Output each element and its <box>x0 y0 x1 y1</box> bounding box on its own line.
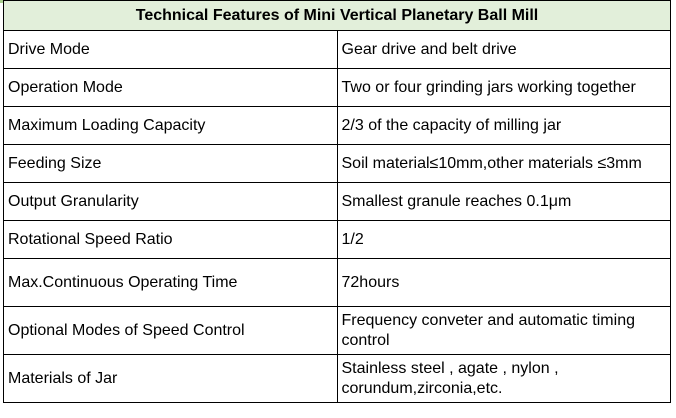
row-label-max-continuous-operating-time: Max.Continuous Operating Time <box>4 259 338 307</box>
table-row <box>4 107 671 145</box>
row-value-output-granularity: Smallest granule reaches 0.1μm <box>337 183 671 221</box>
table-title-row <box>4 1 671 31</box>
row-label-rotational-speed-ratio: Rotational Speed Ratio <box>4 221 338 259</box>
table-title: Technical Features of Mini Vertical Planetary Ball Mill <box>4 1 671 31</box>
technical-features-table <box>3 0 671 403</box>
table-row <box>4 69 671 107</box>
row-value-rotational-speed-ratio: 1/2 <box>337 221 671 259</box>
row-label-drive-mode: Drive Mode <box>4 31 338 69</box>
table-row <box>4 31 671 69</box>
row-value-drive-mode: Gear drive and belt drive <box>337 31 671 69</box>
row-value-operation-mode: Two or four grinding jars working together <box>337 69 671 107</box>
row-label-operation-mode: Operation Mode <box>4 69 338 107</box>
table-row <box>4 145 671 183</box>
row-label-feeding-size: Feeding Size <box>4 145 338 183</box>
row-value-feeding-size: Soil material≤10mm,other materials ≤3mm <box>337 145 671 183</box>
row-value-max-continuous-operating-time: 72hours <box>337 259 671 307</box>
table-row <box>4 183 671 221</box>
table-row <box>4 307 671 355</box>
table-row <box>4 221 671 259</box>
row-label-materials-of-jar: Materials of Jar <box>4 355 338 403</box>
row-value-optional-modes-of-speed-control: Frequency conveter and automatic timing control <box>337 307 671 355</box>
row-value-materials-of-jar: Stainless steel , agate , nylon , corundum,zirconia,etc. <box>337 355 671 403</box>
row-value-maximum-loading-capacity: 2/3 of the capacity of milling jar <box>337 107 671 145</box>
row-label-optional-modes-of-speed-control: Optional Modes of Speed Control <box>4 307 338 355</box>
table-row <box>4 355 671 403</box>
row-label-output-granularity: Output Granularity <box>4 183 338 221</box>
table-row <box>4 259 671 307</box>
row-label-maximum-loading-capacity: Maximum Loading Capacity <box>4 107 338 145</box>
